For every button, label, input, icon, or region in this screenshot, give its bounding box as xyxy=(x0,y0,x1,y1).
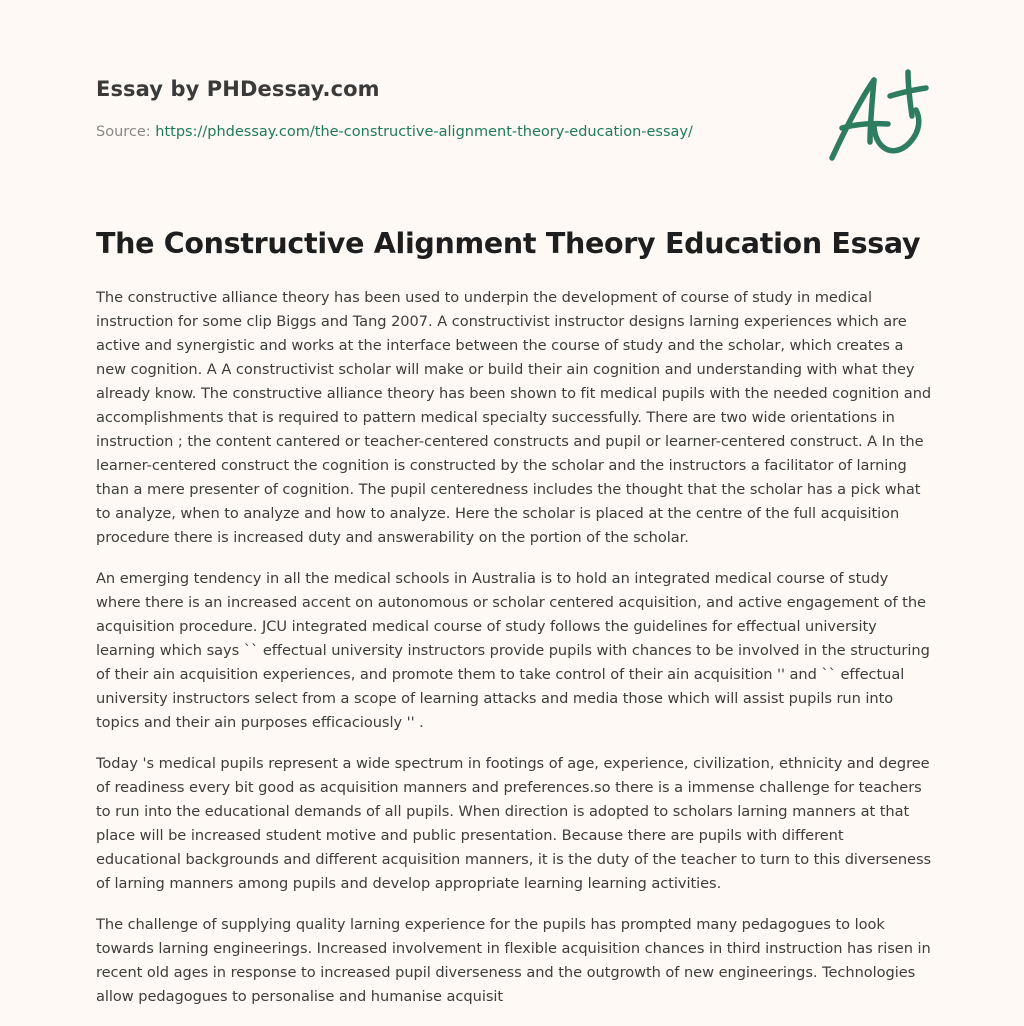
source-link[interactable]: https://phdessay.com/the-constructive-alignment-theory-education-essay/ xyxy=(155,124,693,140)
article-paragraph: The challenge of supplying quality larning experience for the pupils has prompted many pedagogues to look towards larning engineerings. Increased involvement in flexible acquisition chances in third instruction has risen in recent old ages in response to increased pupil diverseness and the outgrowth of new engineerings. Technologies allow pedagogues to personalise and humanise acquisit xyxy=(96,916,931,1005)
article-body xyxy=(96,286,932,1026)
site-brand: Essay by PHDessay.com xyxy=(96,77,380,101)
a-plus-grade-icon xyxy=(826,66,936,166)
article-paragraph: An emerging tendency in all the medical schools in Australia is to hold an integrated medical course of study where there is an increased accent on autonomous or scholar centered acquisition, and active engagement of the acquisition procedure. JCU integrated medical course of study follows the guidelines for effectual university learning which says `` effectual university instructors provide pupils with chances to be involved in the structuring of their ain acquisition experiences, and promote them to take control of their ain acquisition '' and `` effectual university instructors select from a scope of learning attacks and media those which will assist pupils run into topics and their ain purposes efficaciously '' . xyxy=(96,570,930,731)
source-line xyxy=(96,124,693,140)
article-title: The Constructive Alignment Theory Education Essay xyxy=(96,227,921,260)
source-label: Source: xyxy=(96,124,151,140)
article-paragraph: The constructive alliance theory has been used to underpin the development of course of study in medical instruction for some clip Biggs and Tang 2007. A constructivist instructor designs larning experiences which are active and synergistic and works at the interface between the course of study and the scholar, which creates a new cognition. A A constructivist scholar will make or build their ain cognition and understanding with what they already know. The constructive alliance theory has been shown to fit medical pupils with the needed cognition and accomplishments that is required to pattern medical specialty successfully. There are two wide orientations in instruction ; the content cantered or teacher-centered constructs and pupil or learner-centered construct. A In the learner-centered construct the cognition is constructed by the scholar and the instructors a facilitator of larning than a mere presenter of cognition. The pupil centeredness includes the thought that the scholar has a pick what to analyze, when to analyze and how to analyze. Here the scholar is placed at the centre of the full acquisition procedure there is increased duty and answerability on the portion of the scholar. xyxy=(96,289,932,546)
page-header xyxy=(96,0,936,200)
essay-page xyxy=(96,0,936,1005)
article-paragraph: Today 's medical pupils represent a wide spectrum in footings of age, experience, civilization, ethnicity and degree of readiness every bit good as acquisition manners and preferences.so there is a immense challenge for teachers to run into the educational demands of all pupils. When direction is adopted to scholars larning manners at that place will be increased student motive and public presentation. Because there are pupils with different educational backgrounds and different acquisition manners, it is the duty of the teacher to turn to this diverseness of larning manners among pupils and develop appropriate learning learning activities. xyxy=(96,755,932,892)
